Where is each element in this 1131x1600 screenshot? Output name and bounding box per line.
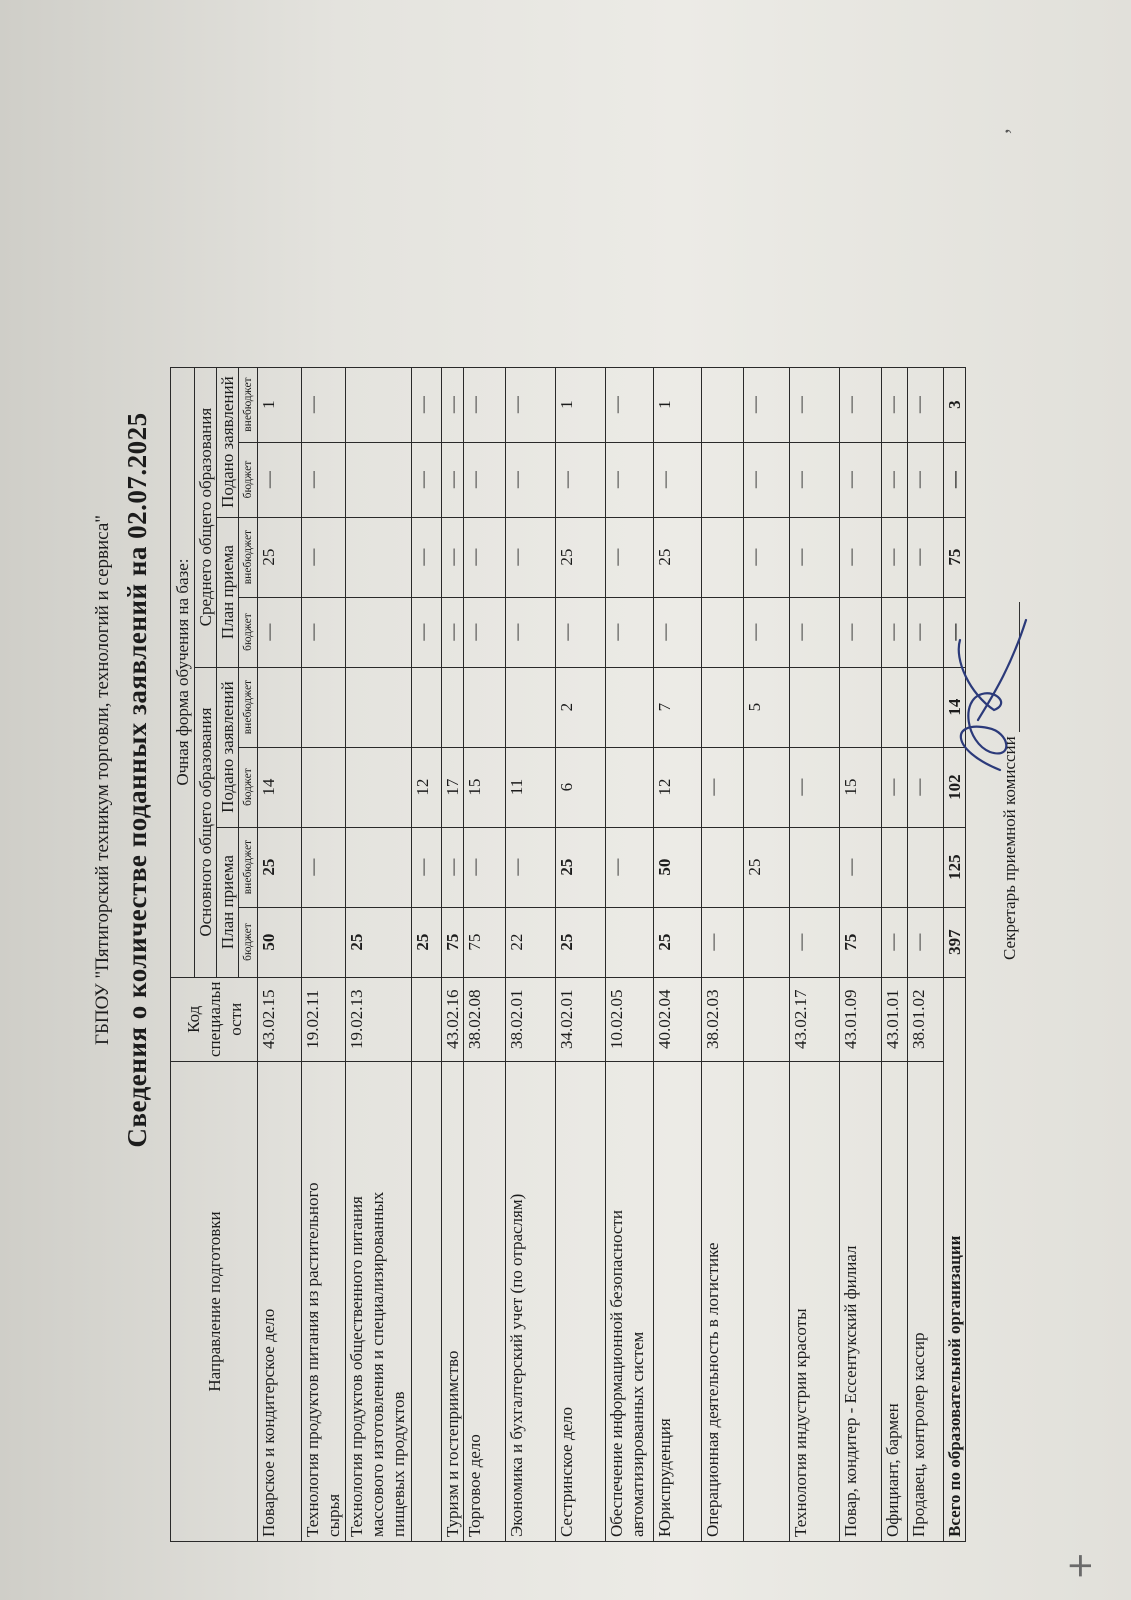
count-cell: — (908, 597, 944, 667)
count-cell: — (464, 517, 506, 597)
table-row (606, 367, 654, 1541)
count-cell (346, 597, 412, 667)
count-cell: 25 (346, 907, 412, 977)
count-cell: — (908, 907, 944, 977)
count-cell: — (882, 907, 908, 977)
direction-name (790, 1062, 840, 1542)
column-header-budget: бюджет (239, 747, 258, 827)
column-header-applied: Подано заявлений (217, 367, 239, 517)
specialty-code (412, 977, 442, 1061)
specialty-code: 43.01.09 (840, 977, 882, 1061)
count-cell (346, 517, 412, 597)
count-cell: — (258, 597, 302, 667)
count-cell: — (412, 597, 442, 667)
count-cell: — (258, 442, 302, 517)
count-cell: — (908, 517, 944, 597)
direction-name-line: Туризм и гостеприимство (443, 1350, 462, 1537)
count-cell: — (302, 597, 346, 667)
count-cell (702, 597, 744, 667)
count-cell: — (840, 827, 882, 907)
count-cell: 75 (464, 907, 506, 977)
count-cell: — (302, 367, 346, 442)
count-cell (744, 907, 790, 977)
direction-name (744, 1062, 790, 1542)
count-cell: 50 (258, 907, 302, 977)
count-cell: 25 (258, 517, 302, 597)
count-cell: — (506, 827, 556, 907)
count-cell: — (464, 367, 506, 442)
count-cell (302, 667, 346, 747)
count-cell: — (606, 442, 654, 517)
count-cell: — (908, 747, 944, 827)
count-cell (702, 367, 744, 442)
count-cell: 1 (258, 367, 302, 442)
count-cell (346, 367, 412, 442)
count-cell: — (302, 517, 346, 597)
direction-name (442, 1062, 464, 1542)
total-cell: 125 (944, 827, 966, 907)
count-cell: 25 (654, 907, 702, 977)
table-row (556, 367, 606, 1541)
total-row (944, 367, 966, 1541)
column-header-basic: Основного общего образования (195, 667, 217, 977)
count-cell (606, 907, 654, 977)
table-row (790, 367, 840, 1541)
total-cell: 102 (944, 747, 966, 827)
total-cell: 3 (944, 367, 966, 442)
count-cell (302, 907, 346, 977)
direction-name (840, 1062, 882, 1542)
specialty-code: 19.02.13 (346, 977, 412, 1061)
table-row (654, 367, 702, 1541)
direction-name-line: Продавец, контролер кассир (909, 1332, 928, 1537)
count-cell: — (442, 827, 464, 907)
secretary-label: Секретарь приемной комиссии (1000, 736, 1019, 960)
count-cell: 25 (412, 907, 442, 977)
table-row (346, 367, 412, 1541)
direction-name-line: Повар, кондитер - Ессентукский филиал (841, 1245, 860, 1537)
count-cell: — (464, 442, 506, 517)
count-cell: — (606, 597, 654, 667)
table-row (412, 367, 442, 1541)
count-cell (258, 667, 302, 747)
table-row (744, 367, 790, 1541)
count-cell: 2 (556, 667, 606, 747)
total-cell: — (944, 597, 966, 667)
column-header-extra-budget: внебюджет (239, 517, 258, 597)
total-cell: 75 (944, 517, 966, 597)
direction-name-line: Обеспечение информационной безопасности (607, 1210, 626, 1537)
count-cell (702, 667, 744, 747)
count-cell: — (790, 747, 840, 827)
specialty-code: 38.02.08 (464, 977, 506, 1061)
count-cell (346, 667, 412, 747)
column-header-code (171, 977, 258, 1061)
count-cell: — (882, 442, 908, 517)
count-cell: — (840, 517, 882, 597)
count-cell: 15 (464, 747, 506, 827)
direction-name-line: Юриспруденция (655, 1418, 674, 1537)
count-cell (606, 747, 654, 827)
count-cell (346, 827, 412, 907)
count-cell: 50 (654, 827, 702, 907)
column-header-extra-budget: внебюджет (239, 667, 258, 747)
specialty-code: 43.02.17 (790, 977, 840, 1061)
count-cell: 1 (556, 367, 606, 442)
count-cell: — (412, 367, 442, 442)
specialty-code: 43.02.15 (258, 977, 302, 1061)
count-cell: 22 (506, 907, 556, 977)
direction-name (654, 1062, 702, 1542)
direction-name-line: автоматизированных систем (628, 1331, 647, 1537)
count-cell: — (606, 367, 654, 442)
count-cell: — (506, 597, 556, 667)
count-cell: — (302, 827, 346, 907)
specialty-code: 38.02.01 (506, 977, 556, 1061)
table-row (442, 367, 464, 1541)
count-cell (790, 667, 840, 747)
table-row (302, 367, 346, 1541)
column-header-secondary: Среднего общего образования (195, 367, 217, 667)
column-header-applied: Подано заявлений (217, 667, 239, 827)
count-cell: 14 (258, 747, 302, 827)
organization-name: ГБПОУ "Пятигорский техникум торговли, технологий и сервиса" (92, 514, 113, 1046)
count-cell: — (412, 442, 442, 517)
count-cell (346, 747, 412, 827)
specialty-code: 19.02.11 (302, 977, 346, 1061)
direction-name-line: Технология продуктов общественного питания (347, 1196, 366, 1537)
direction-name-line: Технология продуктов питания из растительного (303, 1182, 322, 1537)
count-cell (790, 827, 840, 907)
corner-tick-mark: ’ (1000, 127, 1025, 135)
count-cell: 1 (654, 367, 702, 442)
direction-name (412, 1062, 442, 1542)
count-cell: — (654, 597, 702, 667)
count-cell: — (506, 517, 556, 597)
count-cell: — (744, 442, 790, 517)
table-row (464, 367, 506, 1541)
direction-name-line: пищевых продуктов (389, 1391, 408, 1537)
specialty-code: 38.02.03 (702, 977, 744, 1061)
table-row (908, 367, 944, 1541)
direction-name (506, 1062, 556, 1542)
count-cell: — (464, 827, 506, 907)
direction-name-line: Сестринское дело (557, 1406, 576, 1537)
count-cell: — (556, 597, 606, 667)
count-cell: — (790, 597, 840, 667)
count-cell: — (654, 442, 702, 517)
count-cell (464, 667, 506, 747)
direction-name (346, 1062, 412, 1542)
code-header-line: специальн (204, 981, 224, 1057)
total-cell: 14 (944, 667, 966, 747)
specialty-code: 38.01.02 (908, 977, 944, 1061)
count-cell: — (908, 442, 944, 517)
specialty-code (744, 977, 790, 1061)
column-header-budget: бюджет (239, 597, 258, 667)
direction-name (882, 1062, 908, 1542)
count-cell: — (882, 517, 908, 597)
count-cell: — (442, 442, 464, 517)
code-header-line: Код (183, 1005, 203, 1033)
specialty-code: 43.01.01 (882, 977, 908, 1061)
count-cell (882, 667, 908, 747)
count-cell (346, 442, 412, 517)
count-cell: — (556, 442, 606, 517)
margin-handwriting: + (1060, 1551, 1100, 1580)
column-header-direction: Направление подготовки (171, 1062, 258, 1542)
count-cell (412, 667, 442, 747)
count-cell: 5 (744, 667, 790, 747)
count-cell: — (840, 367, 882, 442)
direction-name (606, 1062, 654, 1542)
count-cell: 11 (506, 747, 556, 827)
direction-name (556, 1062, 606, 1542)
applications-table (170, 367, 966, 1542)
count-cell: — (790, 442, 840, 517)
count-cell: — (882, 747, 908, 827)
table-row (506, 367, 556, 1541)
count-cell: — (302, 442, 346, 517)
count-cell (606, 667, 654, 747)
table-row (702, 367, 744, 1541)
count-cell: 17 (442, 747, 464, 827)
count-cell: 25 (258, 827, 302, 907)
direction-name-line: Торговое дело (465, 1434, 484, 1537)
count-cell: 12 (412, 747, 442, 827)
count-cell: — (412, 517, 442, 597)
specialty-code: 40.02.04 (654, 977, 702, 1061)
count-cell: 6 (556, 747, 606, 827)
count-cell (302, 747, 346, 827)
direction-name-line: массового изготовления и специализированных (368, 1191, 387, 1537)
total-cell: 397 (944, 907, 966, 977)
count-cell (506, 667, 556, 747)
count-cell (702, 442, 744, 517)
count-cell: 25 (744, 827, 790, 907)
table-row (882, 367, 908, 1541)
count-cell: — (442, 517, 464, 597)
count-cell (908, 827, 944, 907)
count-cell: 15 (840, 747, 882, 827)
direction-name-line: сырья (324, 1493, 343, 1537)
table-row (258, 367, 302, 1541)
direction-name-line: Поварское и кондитерское дело (259, 1308, 278, 1537)
count-cell: — (882, 597, 908, 667)
total-label: Всего по образовательной организации (944, 977, 966, 1541)
column-header-extra-budget: внебюджет (239, 367, 258, 442)
direction-name (908, 1062, 944, 1542)
table-body (258, 367, 966, 1541)
count-cell: — (744, 367, 790, 442)
direction-name-line: Экономика и бухгалтерский учет (по отраслям) (507, 1193, 526, 1537)
count-cell (744, 747, 790, 827)
direction-name-line: Операционная деятельность в логистике (703, 1242, 722, 1537)
count-cell (882, 827, 908, 907)
count-cell: 25 (556, 827, 606, 907)
count-cell (442, 667, 464, 747)
count-cell: — (506, 367, 556, 442)
column-header-extra-budget: внебюджет (239, 827, 258, 907)
specialty-code: 43.02.16 (442, 977, 464, 1061)
column-header-form: Очная форма обучения на базе: (171, 367, 195, 977)
column-header-plan: План приема (217, 517, 239, 667)
count-cell: — (790, 907, 840, 977)
direction-name (302, 1062, 346, 1542)
count-cell: 75 (840, 907, 882, 977)
column-header-budget: бюджет (239, 442, 258, 517)
count-cell: — (606, 827, 654, 907)
count-cell: 75 (442, 907, 464, 977)
count-cell: — (702, 747, 744, 827)
handwritten-signature (930, 590, 1040, 790)
count-cell: — (506, 442, 556, 517)
count-cell: — (790, 367, 840, 442)
count-cell: — (412, 827, 442, 907)
page-title: Сведения о количестве поданных заявлений на 02.07.2025 (122, 412, 152, 1148)
count-cell: — (908, 367, 944, 442)
count-cell (702, 517, 744, 597)
count-cell: 25 (654, 517, 702, 597)
count-cell (840, 667, 882, 747)
count-cell: — (840, 442, 882, 517)
table-row (840, 367, 882, 1541)
direction-name (464, 1062, 506, 1542)
count-cell: 7 (654, 667, 702, 747)
direction-name-line: Технология индустрии красоты (791, 1308, 810, 1537)
specialty-code: 34.02.01 (556, 977, 606, 1061)
count-cell: — (744, 597, 790, 667)
count-cell: — (442, 367, 464, 442)
count-cell: — (882, 367, 908, 442)
count-cell: 25 (556, 907, 606, 977)
code-header-line: ости (225, 1002, 245, 1036)
count-cell: — (606, 517, 654, 597)
count-cell: 12 (654, 747, 702, 827)
count-cell: — (442, 597, 464, 667)
total-cell: — (944, 442, 966, 517)
count-cell: — (790, 517, 840, 597)
column-header-budget: бюджет (239, 907, 258, 977)
count-cell: — (464, 597, 506, 667)
count-cell: — (744, 517, 790, 597)
direction-name (702, 1062, 744, 1542)
direction-name-line: Официант, бармен (883, 1403, 902, 1537)
specialty-code: 10.02.05 (606, 977, 654, 1061)
column-header-plan: План приема (217, 827, 239, 977)
count-cell: 25 (556, 517, 606, 597)
direction-name (258, 1062, 302, 1542)
count-cell: — (840, 597, 882, 667)
count-cell (702, 827, 744, 907)
count-cell: — (702, 907, 744, 977)
